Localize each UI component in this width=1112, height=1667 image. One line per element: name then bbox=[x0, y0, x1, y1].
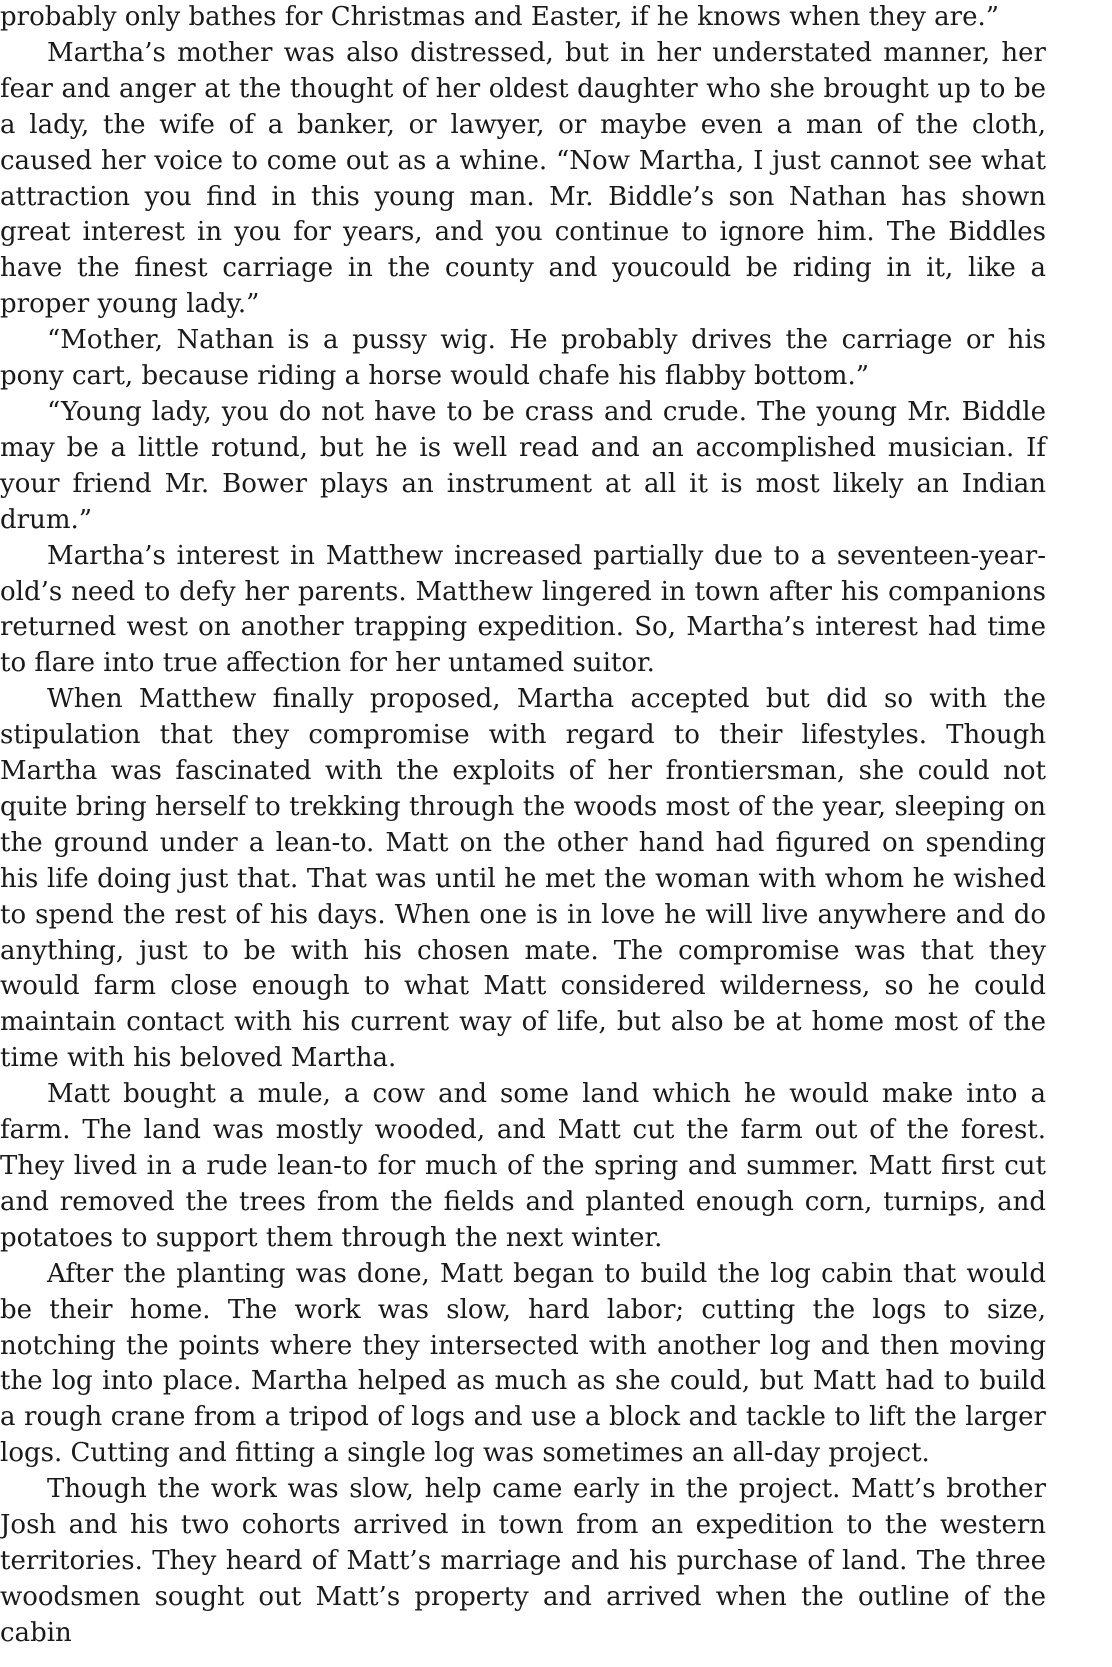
paragraph-2: Martha’s mother was also distressed, but in her understated manner, her fear and anger at the thought of her oldest daughter who she brought up to be a lady, the wife of a banker, or lawyer, or maybe even a man of the cloth, caused her voice to come out as a whine. “Now Martha, I just cannot see what attraction you find in this young man. Mr. Biddle’s son Nathan has shown great interest in you for years, and you continue to ignore him. The Biddles have the finest carriage in the county and youcould be riding in it, like a proper young lady.” bbox=[0, 37, 1046, 320]
paragraph-1: probably only bathes for Christmas and Easter, if he knows when they are.” bbox=[0, 2, 1000, 32]
paragraph-9: Though the work was slow, help came early in the project. Matt’s brother Josh and his two cohorts arrived in town from an expedition to the western territories. They heard of Matt’s marriage and his purchase of land. The three woodsmen sought out Matt’s property and arrived when the outline of the cabin bbox=[0, 1474, 1046, 1648]
paragraph-4: “Young lady, you do not have to be crass and crude. The young Mr. Biddle may be a little rotund, but he is well read and an accomplished musician. If your friend Mr. Bower plays an instrument at all it is most likely an Indian drum.” bbox=[0, 396, 1046, 535]
paragraph-3: “Mother, Nathan is a pussy wig. He probably drives the carriage or his pony cart, because riding a horse would chafe his flabby bottom.” bbox=[0, 325, 1046, 392]
paragraph-5: Martha’s interest in Matthew increased partially due to a seventeen-year-old’s need to defy her parents. Matthew lingered in town after his companions returned west on another trapping expedition. So, Martha’s interest had time to flare into true affection for her untamed suitor. bbox=[0, 540, 1046, 679]
paragraph-8: After the planting was done, Matt began to build the log cabin that would be their home. The work was slow, hard labor; cutting the logs to size, notching the points where they intersected with another log and then moving the log into place. Martha helped as much as she could, but Matt had to build a rough crane from a tripod of logs and use a block and tackle to lift the larger logs. Cutting and fitting a single log was sometimes an all-day project. bbox=[0, 1258, 1046, 1469]
paragraph-6: When Matthew finally proposed, Martha accepted but did so with the stipulation that they compromise with regard to their lifestyles. Though Martha was fascinated with the exploits of her frontiersman, she could not quite bring herself to trekking through the woods most of the year, sleeping on the ground under a lean-to. Matt on the other hand had figured on spending his life doing just that. That was until he met the woman with whom he wished to spend the rest of his days. When one is in love he will live anywhere and do anything, just to be with his chosen mate. The compromise was that they would farm close enough to what Matt considered wilderness, so he could maintain contact with his current way of life, but also be at home most of the time with his beloved Martha. bbox=[0, 684, 1046, 1074]
paragraph-7: Matt bought a mule, a cow and some land which he would make into a farm. The land was mostly wooded, and Matt cut the farm out of the forest. They lived in a rude lean-to for much of the spring and summer. Matt first cut and removed the trees from the fields and planted enough corn, turnips, and potatoes to support them through the next winter. bbox=[0, 1079, 1046, 1253]
